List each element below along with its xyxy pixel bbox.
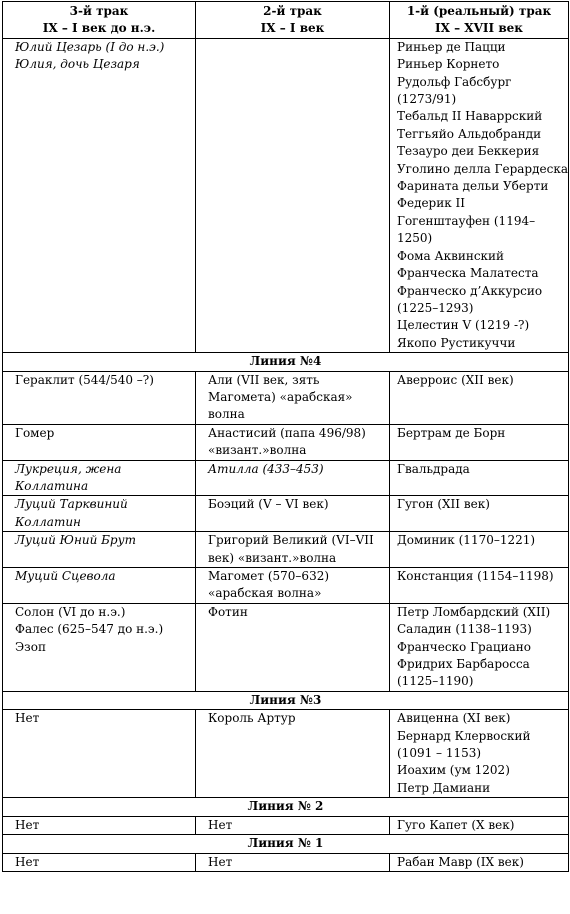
name-cell: [196, 460, 390, 496]
name-cell: [390, 568, 569, 604]
person-entry: Рудольф Габсбург (1273/91): [397, 74, 512, 107]
name-cell: [196, 424, 390, 460]
person-entry: Лукреция, жена Коллатина: [15, 461, 122, 493]
person-entry: Иоахим (ум 1202): [397, 763, 510, 778]
person-entry: Аверроис (XII век): [397, 372, 514, 387]
table-row: [3, 568, 569, 604]
table-row: [3, 816, 569, 834]
person-entry: Фома Аквинский: [397, 248, 505, 263]
table-row: [3, 603, 569, 691]
name-cell: [390, 816, 569, 834]
person-entry: Бертрам де Борн: [397, 425, 506, 440]
name-cell: [196, 710, 390, 798]
name-cell: [390, 371, 569, 424]
person-entry: Франческо д’Аккурсио (1225–1293): [397, 283, 543, 315]
person-entry: Магомет (570–632) «арабская волна»: [208, 569, 330, 601]
name-cell: [3, 603, 196, 691]
person-entry: Теггьяйо Альдобранди: [397, 126, 542, 141]
name-cell: [3, 424, 196, 460]
header-period: IX – I век до н.э.: [42, 21, 156, 36]
person-entry: Рабан Мавр (IX век): [397, 854, 524, 869]
name-cell: [196, 38, 390, 352]
name-cell: [390, 532, 569, 568]
section-title: Линия №4: [3, 353, 569, 371]
person-entry: Луций Тарквиний Коллатин: [15, 497, 128, 529]
table-row: [3, 853, 569, 871]
name-cell: [196, 532, 390, 568]
name-cell: [196, 816, 390, 834]
person-entry: Риньер Корнето: [397, 57, 500, 72]
name-cell: [390, 853, 569, 871]
person-entry: Тебальд II Наваррский: [397, 109, 543, 124]
person-entry: Франческо Грациано: [397, 639, 531, 654]
person-entry: Атилла (433–453): [208, 461, 324, 476]
person-entry: Якопо Рустикуччи: [397, 335, 516, 350]
person-entry: Доминик (1170–1221): [397, 533, 536, 548]
header-title: 2-й трак: [263, 4, 322, 18]
name-cell: [3, 568, 196, 604]
person-entry: Петр Дамиани: [397, 780, 491, 795]
section-row: [3, 353, 569, 371]
person-entry: Луций Юний Брут: [15, 533, 136, 548]
name-cell: [3, 371, 196, 424]
person-entry: Гугон (XII век): [397, 497, 490, 512]
header-title: 3-й трак: [69, 4, 129, 18]
person-entry: Анастисий (папа 496/98) «визант.»волна: [208, 425, 366, 458]
header-cell-track3: [3, 2, 196, 39]
person-entry: Нет: [208, 817, 233, 832]
person-entry: Юлия, дочь Цезаря: [15, 57, 140, 72]
person-entry: Али (VII век, зять Магомета) «арабская» волна: [208, 372, 353, 422]
person-entry: Фридрих Барбаросса (1125–1190): [397, 657, 530, 689]
name-cell: [390, 38, 569, 352]
table-row: [3, 38, 569, 352]
table-row: [3, 424, 569, 460]
person-entry: Гогенштауфен (1194–1250): [397, 213, 536, 246]
name-cell: [390, 603, 569, 691]
person-entry: Уголино делла Герардеска: [397, 161, 568, 176]
name-cell: [3, 460, 196, 496]
section-row: [3, 798, 569, 816]
name-cell: [390, 496, 569, 532]
person-entry: Тезауро деи Беккерия: [397, 144, 540, 159]
person-entry: Гомер: [15, 425, 55, 440]
table-row: [3, 532, 569, 568]
person-entry: Юлий Цезарь (I до н.э.): [15, 39, 165, 54]
name-cell: [390, 710, 569, 798]
person-entry: Король Артур: [208, 711, 296, 726]
person-entry: Констанция (1154–1198): [397, 569, 554, 583]
person-entry: Муций Сцевола: [15, 569, 116, 583]
name-cell: [196, 603, 390, 691]
name-cell: [390, 424, 569, 460]
table-row: [3, 460, 569, 496]
section-row: [3, 835, 569, 853]
table-row: [3, 496, 569, 532]
section-row: [3, 691, 569, 709]
name-cell: [196, 496, 390, 532]
person-entry: Фарината дельи Уберти: [397, 179, 549, 194]
tracks-table: [2, 1, 569, 872]
person-entry: Саладин (1138–1193): [397, 622, 532, 637]
header-cell-track1: [390, 2, 569, 39]
name-cell: [3, 853, 196, 871]
person-entry: Гвальдрада: [397, 461, 470, 476]
person-entry: Авиценна (XI век): [397, 711, 511, 726]
name-cell: [196, 371, 390, 424]
person-entry: Фалес (625–547 до н.э.): [15, 622, 164, 637]
person-entry: Петр Ломбардский (XII): [397, 604, 551, 619]
person-entry: Риньер де Пацци: [397, 39, 506, 54]
person-entry: Бернард Клервоский (1091 – 1153): [397, 728, 531, 761]
person-entry: Гераклит (544/540 –?): [15, 372, 154, 387]
name-cell: [3, 38, 196, 352]
name-cell: [196, 568, 390, 604]
person-entry: Гуго Капет (X век): [397, 817, 515, 832]
name-cell: [3, 496, 196, 532]
section-title: Линия № 1: [3, 835, 569, 853]
table-body: [3, 38, 569, 871]
name-cell: [3, 710, 196, 798]
name-cell: [3, 532, 196, 568]
header-period: IX – I век: [260, 21, 325, 36]
person-entry: Федерик II: [397, 196, 466, 211]
header-cell-track2: [196, 2, 390, 39]
name-cell: [3, 816, 196, 834]
person-entry: Эзоп: [15, 639, 46, 654]
person-entry: Франческа Малатеста: [397, 266, 539, 281]
table-row: [3, 710, 569, 798]
section-title: Линия № 2: [3, 798, 569, 816]
person-entry: Фотин: [208, 604, 248, 619]
header-title: 1-й (реальный) трак: [406, 4, 552, 18]
name-cell: [196, 853, 390, 871]
header-row: [3, 2, 569, 39]
person-entry: Григорий Великий (VI–VII век) «визант.»волна: [208, 533, 374, 565]
person-entry: Боэций (V – VI век): [208, 497, 329, 512]
person-entry: Солон (VI до н.э.): [15, 604, 126, 619]
person-entry: Нет: [208, 854, 233, 869]
person-entry: Нет: [15, 854, 40, 869]
name-cell: [390, 460, 569, 496]
person-entry: Нет: [15, 711, 40, 726]
person-entry: Целестин V (1219 -?): [397, 318, 530, 333]
section-title: Линия №3: [3, 691, 569, 709]
header-period: IX – XVII век: [435, 21, 523, 36]
person-entry: Нет: [15, 817, 40, 832]
table-row: [3, 371, 569, 424]
